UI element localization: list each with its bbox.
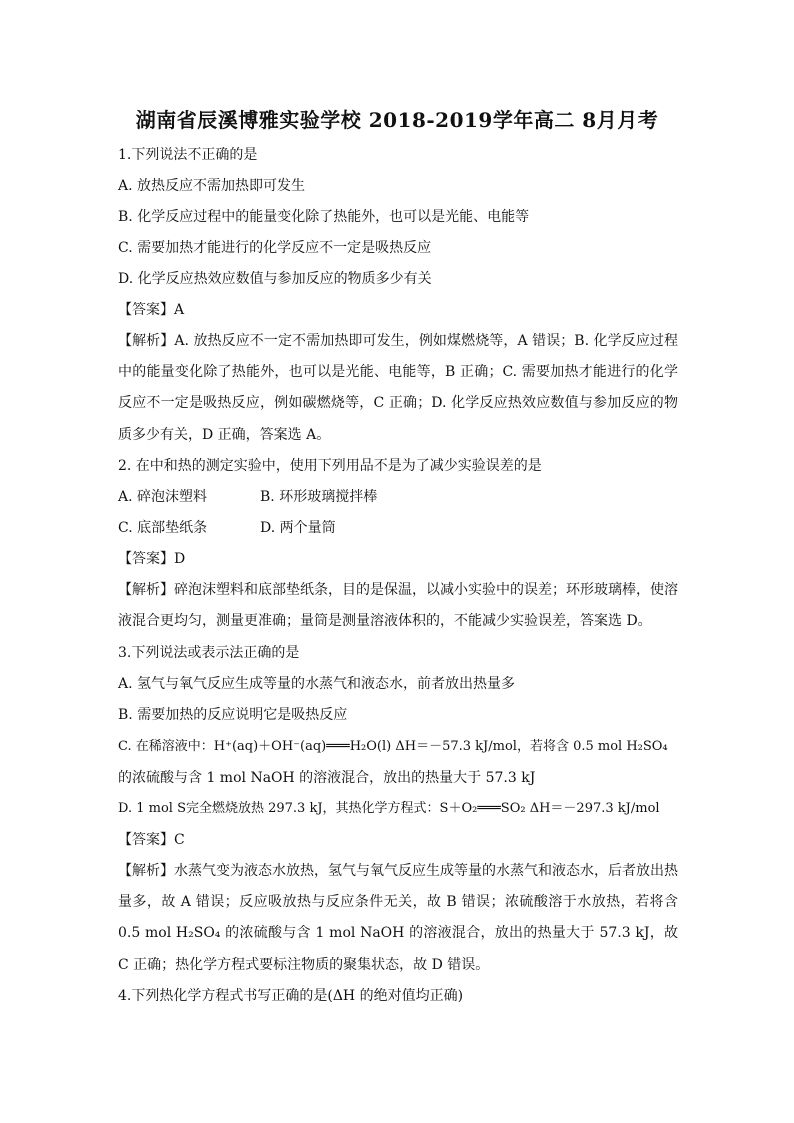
q3-answer: 【答案】C [118,832,185,848]
q3-option-c-line1: C. 在稀溶液中：H⁺(aq)＋OH⁻(aq)═══H₂O(l) ΔH＝－57.3 kJ/mol，若将含 0.5 mol H₂SO₄ [118,739,668,754]
q3-option-b: B. 需要加热的反应说明它是吸热反应 [118,707,348,723]
q1-analysis: 【解析】A. 放热反应不一定不需加热即可发生，例如煤燃烧等，A 错误；B. 化学反应过程中的能量变化除了热能外，也可以是光能、电能等，B 正确；C. 需要加热才能进行的化学反应不一定是吸热反应，例如碳燃烧等，C 正确；D. 化学反应热效应数值与参加反应的物质多少有关，D 正确，答案选 A。 [118,333,678,443]
q3-option-d: D. 1 mol S完全燃烧放热 297.3 kJ，其热化学方程式：S＋O₂═══SO₂ ΔH＝－297.3 kJ/mol [118,801,660,816]
q4-stem: 4.下列热化学方程式书写正确的是(ΔH 的绝对值均正确) [118,988,464,1004]
q2-analysis: 【解析】碎泡沫塑料和底部垫纸条，目的是保温，以减小实验中的误差；环形玻璃棒，使溶液混合更均匀，测量更准确；量筒是测量溶液体积的，不能减少实验误差，答案选 D。 [118,582,678,630]
q1-option-a: A. 放热反应不需加热即可发生 [118,178,306,194]
q1-answer: 【答案】A [118,302,185,318]
q3-option-a: A. 氢气与氧气反应生成等量的水蒸气和液态水，前者放出热量多 [118,676,516,692]
q1-stem: 1.下列说法不正确的是 [118,147,258,163]
q1-option-c: C. 需要加热才能进行的化学反应不一定是吸热反应 [118,240,432,256]
q3-analysis: 【解析】水蒸气变为液态水放热，氢气与氧气反应生成等量的水蒸气和液态水，后者放出热量多，故 A 错误；反应吸放热与反应条件无关，故 B 错误；浓硫酸溶于水放热，若将含 0.5 mol H₂SO₄ 的浓硫酸与含 1 mol NaOH 的溶液混合，放出的热量大于 57.3 kJ，故 C 正确；热化学方程式要标注物质的聚集状态，故 D 错误。 [118,863,678,973]
q2-answer: 【答案】D [118,551,186,567]
q2-option-a: A. 碎泡沫塑料 [118,489,208,505]
q2-option-b: B. 环形玻璃搅拌棒 [260,489,378,505]
q2-option-d: D. 两个量筒 [260,520,336,536]
q2-option-c: C. 底部垫纸条 [118,520,208,536]
q1-option-d: D. 化学反应热效应数值与参加反应的物质多少有关 [118,271,432,287]
page-title: 湖南省辰溪博雅实验学校 2018-2019学年高二 8月月考 [135,108,659,132]
q1-option-b: B. 化学反应过程中的能量变化除了热能外，也可以是光能、电能等 [118,209,530,225]
q3-stem: 3.下列说法或表示法正确的是 [118,645,300,661]
q2-stem: 2. 在中和热的测定实验中，使用下列用品不是为了减少实验误差的是 [118,458,542,474]
q3-option-c-line2: 的浓硫酸与含 1 mol NaOH 的溶液混合，放出的热量大于 57.3 kJ [118,770,536,786]
